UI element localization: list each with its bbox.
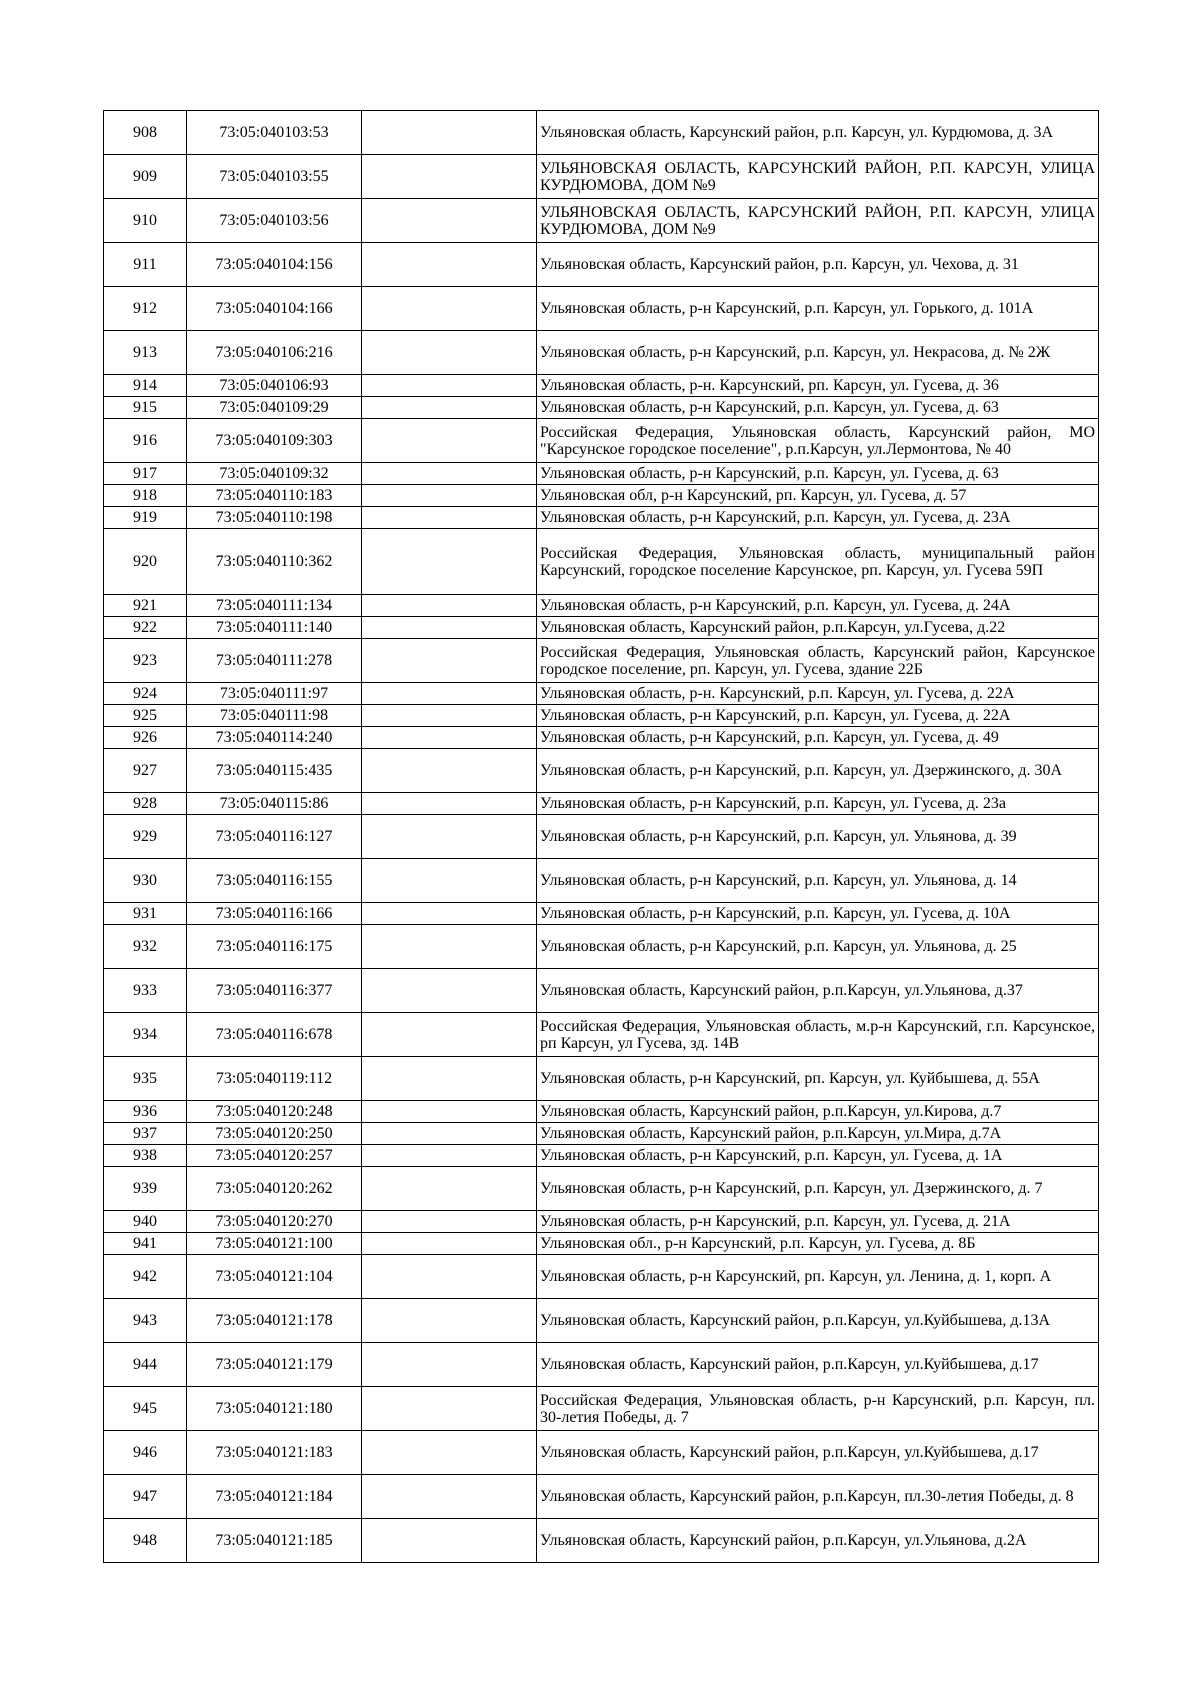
cadastral-number-cell: 73:05:040111:98 (187, 705, 362, 727)
registry-table (103, 110, 1099, 1563)
document-page (103, 110, 1099, 1563)
empty-cell (362, 1211, 537, 1233)
cadastral-number-cell: 73:05:040116:127 (187, 815, 362, 859)
row-number-cell: 914 (104, 375, 187, 397)
row-number-cell: 930 (104, 859, 187, 903)
cadastral-number-cell: 73:05:040110:183 (187, 485, 362, 507)
address-cell: Ульяновская область, р-н. Карсунский, р.п. Карсун, ул. Гусева, д. 22А (537, 683, 1099, 705)
cadastral-number-cell: 73:05:040104:166 (187, 287, 362, 331)
row-number-cell: 909 (104, 155, 187, 199)
empty-cell (362, 375, 537, 397)
table-row (104, 903, 1099, 925)
address-cell: Ульяновская область, Карсунский район, р.п.Карсун, ул.Куйбышева, д.13А (537, 1299, 1099, 1343)
row-number-cell: 941 (104, 1233, 187, 1255)
cadastral-number-cell: 73:05:040121:178 (187, 1299, 362, 1343)
empty-cell (362, 969, 537, 1013)
row-number-cell: 942 (104, 1255, 187, 1299)
cadastral-number-cell: 73:05:040103:53 (187, 111, 362, 155)
empty-cell (362, 727, 537, 749)
empty-cell (362, 287, 537, 331)
table-row (104, 375, 1099, 397)
address-cell: Ульяновская область, Карсунский район, р.п.Карсун, пл.30-летия Победы, д. 8 (537, 1475, 1099, 1519)
empty-cell (362, 617, 537, 639)
empty-cell (362, 419, 537, 463)
empty-cell (362, 155, 537, 199)
empty-cell (362, 397, 537, 419)
cadastral-number-cell: 73:05:040115:86 (187, 793, 362, 815)
empty-cell (362, 705, 537, 727)
address-cell: Ульяновская область, р-н Карсунский, р.п. Карсун, ул. Гусева, д. 24А (537, 595, 1099, 617)
address-cell: УЛЬЯНОВСКАЯ ОБЛАСТЬ, КАРСУНСКИЙ РАЙОН, Р.П. КАРСУН, УЛИЦА КУРДЮМОВА, ДОМ №9 (537, 199, 1099, 243)
address-cell: Ульяновская область, Карсунский район, р.п. Карсун, ул. Чехова, д. 31 (537, 243, 1099, 287)
address-cell: Ульяновская область, р-н Карсунский, р.п. Карсун, ул. Гусева, д. 1А (537, 1145, 1099, 1167)
table-row (104, 485, 1099, 507)
address-cell: Ульяновская область, р-н Карсунский, р.п. Карсун, ул. Гусева, д. 10А (537, 903, 1099, 925)
empty-cell (362, 199, 537, 243)
cadastral-number-cell: 73:05:040120:270 (187, 1211, 362, 1233)
table-row (104, 1519, 1099, 1563)
table-row (104, 1123, 1099, 1145)
address-cell: Ульяновская область, р-н Карсунский, р.п. Карсун, ул. Горького, д. 101А (537, 287, 1099, 331)
cadastral-number-cell: 73:05:040116:175 (187, 925, 362, 969)
cadastral-number-cell: 73:05:040121:184 (187, 1475, 362, 1519)
cadastral-number-cell: 73:05:040109:32 (187, 463, 362, 485)
cadastral-number-cell: 73:05:040111:97 (187, 683, 362, 705)
table-row (104, 1343, 1099, 1387)
empty-cell (362, 507, 537, 529)
cadastral-number-cell: 73:05:040106:93 (187, 375, 362, 397)
address-cell: Ульяновская обл, р-н Карсунский, рп. Карсун, ул. Гусева, д. 57 (537, 485, 1099, 507)
empty-cell (362, 793, 537, 815)
cadastral-number-cell: 73:05:040111:140 (187, 617, 362, 639)
address-cell: Ульяновская область, р-н Карсунский, р.п. Карсун, ул. Дзержинского, д. 7 (537, 1167, 1099, 1211)
row-number-cell: 938 (104, 1145, 187, 1167)
cadastral-number-cell: 73:05:040121:180 (187, 1387, 362, 1431)
address-cell: Ульяновская область, Карсунский район, р.п.Карсун, ул.Кирова, д.7 (537, 1101, 1099, 1123)
address-cell: Ульяновская область, Карсунский район, р.п.Карсун, ул.Куйбышева, д.17 (537, 1343, 1099, 1387)
table-row (104, 1387, 1099, 1431)
empty-cell (362, 1519, 537, 1563)
row-number-cell: 944 (104, 1343, 187, 1387)
cadastral-number-cell: 73:05:040121:179 (187, 1343, 362, 1387)
cadastral-number-cell: 73:05:040110:362 (187, 529, 362, 595)
table-row (104, 749, 1099, 793)
row-number-cell: 928 (104, 793, 187, 815)
cadastral-number-cell: 73:05:040119:112 (187, 1057, 362, 1101)
table-row (104, 243, 1099, 287)
cadastral-number-cell: 73:05:040106:216 (187, 331, 362, 375)
row-number-cell: 926 (104, 727, 187, 749)
table-row (104, 793, 1099, 815)
table-row (104, 507, 1099, 529)
row-number-cell: 939 (104, 1167, 187, 1211)
cadastral-number-cell: 73:05:040121:104 (187, 1255, 362, 1299)
cadastral-number-cell: 73:05:040111:278 (187, 639, 362, 683)
empty-cell (362, 815, 537, 859)
row-number-cell: 924 (104, 683, 187, 705)
cadastral-number-cell: 73:05:040111:134 (187, 595, 362, 617)
address-cell: Российская Федерация, Ульяновская область, р-н Карсунский, р.п. Карсун, пл. 30-летия Победы, д. 7 (537, 1387, 1099, 1431)
row-number-cell: 927 (104, 749, 187, 793)
address-cell: Ульяновская область, р-н Карсунский, р.п. Карсун, ул. Ульянова, д. 39 (537, 815, 1099, 859)
row-number-cell: 945 (104, 1387, 187, 1431)
address-cell: УЛЬЯНОВСКАЯ ОБЛАСТЬ, КАРСУНСКИЙ РАЙОН, Р.П. КАРСУН, УЛИЦА КУРДЮМОВА, ДОМ №9 (537, 155, 1099, 199)
row-number-cell: 946 (104, 1431, 187, 1475)
empty-cell (362, 683, 537, 705)
cadastral-number-cell: 73:05:040120:250 (187, 1123, 362, 1145)
cadastral-number-cell: 73:05:040116:377 (187, 969, 362, 1013)
empty-cell (362, 1233, 537, 1255)
empty-cell (362, 485, 537, 507)
table-row (104, 419, 1099, 463)
registry-table-body (104, 111, 1099, 1563)
row-number-cell: 917 (104, 463, 187, 485)
cadastral-number-cell: 73:05:040103:56 (187, 199, 362, 243)
cadastral-number-cell: 73:05:040120:262 (187, 1167, 362, 1211)
address-cell: Ульяновская область, р-н Карсунский, рп. Карсун, ул. Куйбышева, д. 55А (537, 1057, 1099, 1101)
row-number-cell: 908 (104, 111, 187, 155)
table-row (104, 639, 1099, 683)
address-cell: Ульяновская область, р-н. Карсунский, рп. Карсун, ул. Гусева, д. 36 (537, 375, 1099, 397)
empty-cell (362, 1431, 537, 1475)
empty-cell (362, 1343, 537, 1387)
empty-cell (362, 925, 537, 969)
empty-cell (362, 1255, 537, 1299)
table-row (104, 1255, 1099, 1299)
address-cell: Ульяновская область, р-н Карсунский, р.п. Карсун, ул. Ульянова, д. 14 (537, 859, 1099, 903)
row-number-cell: 923 (104, 639, 187, 683)
table-row (104, 155, 1099, 199)
row-number-cell: 919 (104, 507, 187, 529)
row-number-cell: 934 (104, 1013, 187, 1057)
row-number-cell: 935 (104, 1057, 187, 1101)
table-row (104, 1475, 1099, 1519)
row-number-cell: 948 (104, 1519, 187, 1563)
row-number-cell: 912 (104, 287, 187, 331)
empty-cell (362, 111, 537, 155)
address-cell: Ульяновская область, р-н Карсунский, р.п. Карсун, ул. Гусева, д. 21А (537, 1211, 1099, 1233)
table-row (104, 1145, 1099, 1167)
table-row (104, 397, 1099, 419)
table-row (104, 111, 1099, 155)
empty-cell (362, 749, 537, 793)
cadastral-number-cell: 73:05:040103:55 (187, 155, 362, 199)
empty-cell (362, 903, 537, 925)
table-row (104, 859, 1099, 903)
empty-cell (362, 1101, 537, 1123)
row-number-cell: 936 (104, 1101, 187, 1123)
table-row (104, 727, 1099, 749)
table-row (104, 969, 1099, 1013)
cadastral-number-cell: 73:05:040115:435 (187, 749, 362, 793)
address-cell: Ульяновская область, Карсунский район, р.п. Карсун, ул. Курдюмова, д. 3А (537, 111, 1099, 155)
empty-cell (362, 1013, 537, 1057)
row-number-cell: 910 (104, 199, 187, 243)
cadastral-number-cell: 73:05:040116:166 (187, 903, 362, 925)
table-row (104, 1211, 1099, 1233)
address-cell: Российская Федерация, Ульяновская область, муниципальный район Карсунский, городское поселение Карсунское, рп. Карсун, ул. Гусева 59П (537, 529, 1099, 595)
table-row (104, 705, 1099, 727)
table-row (104, 1431, 1099, 1475)
address-cell: Ульяновская область, Карсунский район, р.п.Карсун, ул.Ульянова, д.2А (537, 1519, 1099, 1563)
address-cell: Российская Федерация, Ульяновская область, Карсунский район, МО "Карсунское городское поселение", р.п.Карсун, ул.Лермонтова, № 40 (537, 419, 1099, 463)
row-number-cell: 933 (104, 969, 187, 1013)
cadastral-number-cell: 73:05:040104:156 (187, 243, 362, 287)
row-number-cell: 925 (104, 705, 187, 727)
cadastral-number-cell: 73:05:040116:678 (187, 1013, 362, 1057)
empty-cell (362, 859, 537, 903)
table-row (104, 683, 1099, 705)
address-cell: Ульяновская область, р-н Карсунский, р.п. Карсун, ул. Некрасова, д. № 2Ж (537, 331, 1099, 375)
table-row (104, 199, 1099, 243)
row-number-cell: 915 (104, 397, 187, 419)
address-cell: Ульяновская область, р-н Карсунский, р.п. Карсун, ул. Дзержинского, д. 30А (537, 749, 1099, 793)
empty-cell (362, 1123, 537, 1145)
table-row (104, 1101, 1099, 1123)
address-cell: Российская Федерация, Ульяновская область, Карсунский район, Карсунское городское поселение, рп. Карсун, ул. Гусева, здание 22Б (537, 639, 1099, 683)
empty-cell (362, 243, 537, 287)
address-cell: Ульяновская область, р-н Карсунский, р.п. Карсун, ул. Гусева, д. 23А (537, 507, 1099, 529)
row-number-cell: 918 (104, 485, 187, 507)
empty-cell (362, 463, 537, 485)
address-cell: Ульяновская область, р-н Карсунский, р.п. Карсун, ул. Гусева, д. 22А (537, 705, 1099, 727)
cadastral-number-cell: 73:05:040114:240 (187, 727, 362, 749)
row-number-cell: 916 (104, 419, 187, 463)
table-row (104, 925, 1099, 969)
address-cell: Ульяновская область, Карсунский район, р.п.Карсун, ул.Куйбышева, д.17 (537, 1431, 1099, 1475)
row-number-cell: 920 (104, 529, 187, 595)
empty-cell (362, 1145, 537, 1167)
cadastral-number-cell: 73:05:040121:100 (187, 1233, 362, 1255)
row-number-cell: 921 (104, 595, 187, 617)
cadastral-number-cell: 73:05:040109:29 (187, 397, 362, 419)
table-row (104, 463, 1099, 485)
address-cell: Ульяновская область, р-н Карсунский, р.п. Карсун, ул. Гусева, д. 63 (537, 463, 1099, 485)
cadastral-number-cell: 73:05:040109:303 (187, 419, 362, 463)
row-number-cell: 911 (104, 243, 187, 287)
table-row (104, 287, 1099, 331)
address-cell: Ульяновская область, р-н Карсунский, р.п. Карсун, ул. Гусева, д. 23а (537, 793, 1099, 815)
address-cell: Российская Федерация, Ульяновская область, м.р-н Карсунский, г.п. Карсунское, рп Карсун, ул Гусева, зд. 14В (537, 1013, 1099, 1057)
cadastral-number-cell: 73:05:040121:185 (187, 1519, 362, 1563)
cadastral-number-cell: 73:05:040120:248 (187, 1101, 362, 1123)
table-row (104, 617, 1099, 639)
cadastral-number-cell: 73:05:040110:198 (187, 507, 362, 529)
address-cell: Ульяновская область, р-н Карсунский, р.п. Карсун, ул. Гусева, д. 63 (537, 397, 1099, 419)
row-number-cell: 940 (104, 1211, 187, 1233)
empty-cell (362, 529, 537, 595)
table-row (104, 1057, 1099, 1101)
table-row (104, 595, 1099, 617)
address-cell: Ульяновская область, Карсунский район, р.п.Карсун, ул.Ульянова, д.37 (537, 969, 1099, 1013)
empty-cell (362, 639, 537, 683)
table-row (104, 1299, 1099, 1343)
row-number-cell: 922 (104, 617, 187, 639)
cadastral-number-cell: 73:05:040121:183 (187, 1431, 362, 1475)
address-cell: Ульяновская обл., р-н Карсунский, р.п. Карсун, ул. Гусева, д. 8Б (537, 1233, 1099, 1255)
address-cell: Ульяновская область, Карсунский район, р.п.Карсун, ул.Гусева, д.22 (537, 617, 1099, 639)
address-cell: Ульяновская область, р-н Карсунский, р.п. Карсун, ул. Гусева, д. 49 (537, 727, 1099, 749)
row-number-cell: 931 (104, 903, 187, 925)
cadastral-number-cell: 73:05:040116:155 (187, 859, 362, 903)
row-number-cell: 947 (104, 1475, 187, 1519)
empty-cell (362, 1057, 537, 1101)
row-number-cell: 937 (104, 1123, 187, 1145)
address-cell: Ульяновская область, Карсунский район, р.п.Карсун, ул.Мира, д.7А (537, 1123, 1099, 1145)
table-row (104, 331, 1099, 375)
row-number-cell: 932 (104, 925, 187, 969)
row-number-cell: 929 (104, 815, 187, 859)
table-row (104, 1233, 1099, 1255)
empty-cell (362, 595, 537, 617)
table-row (104, 1167, 1099, 1211)
table-row (104, 1013, 1099, 1057)
empty-cell (362, 1167, 537, 1211)
empty-cell (362, 1475, 537, 1519)
empty-cell (362, 331, 537, 375)
cadastral-number-cell: 73:05:040120:257 (187, 1145, 362, 1167)
table-row (104, 529, 1099, 595)
table-row (104, 815, 1099, 859)
address-cell: Ульяновская область, р-н Карсунский, р.п. Карсун, ул. Ульянова, д. 25 (537, 925, 1099, 969)
row-number-cell: 913 (104, 331, 187, 375)
empty-cell (362, 1299, 537, 1343)
address-cell: Ульяновская область, р-н Карсунский, рп. Карсун, ул. Ленина, д. 1, корп. А (537, 1255, 1099, 1299)
empty-cell (362, 1387, 537, 1431)
row-number-cell: 943 (104, 1299, 187, 1343)
